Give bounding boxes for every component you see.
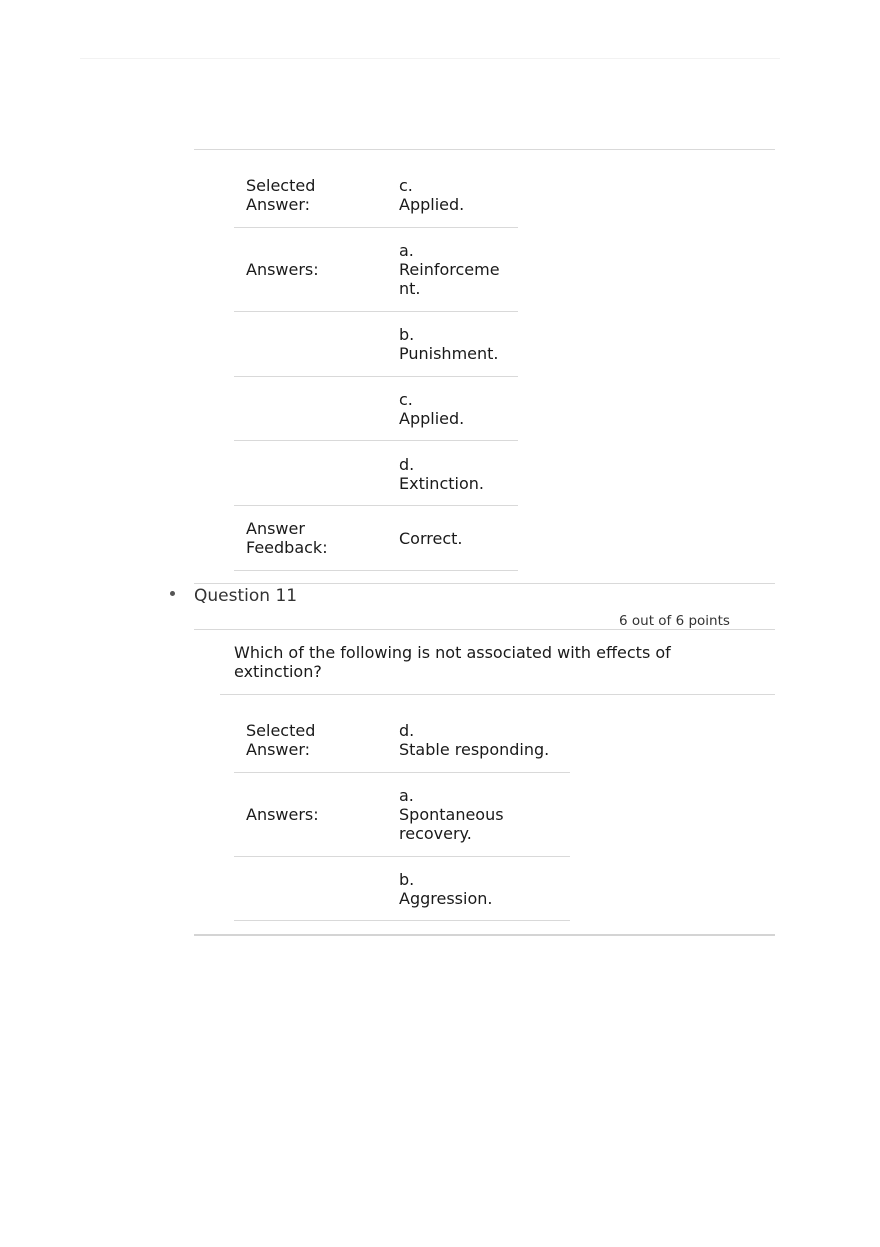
page-top-divider: [80, 58, 780, 59]
q10-feedback-value: Correct.: [399, 529, 463, 548]
question-11-header-divider: [194, 629, 775, 630]
question-11-points: 6 out of 6 points: [619, 613, 730, 629]
q10-answer-b: b. Punishment.: [399, 325, 499, 363]
q11-row-divider: [234, 772, 570, 773]
q10-selected-answer-label: Selected Answer:: [246, 176, 316, 214]
question-11-text: Which of the following is not associated with effects of extinction?: [234, 643, 671, 681]
q10-row-divider: [234, 376, 518, 377]
q10-answers-label: Answers:: [246, 260, 319, 279]
question-10-top-divider: [194, 149, 775, 150]
q10-row-divider: [234, 227, 518, 228]
q11-selected-answer-value: d. Stable responding.: [399, 721, 550, 759]
q10-answer-d: d. Extinction.: [399, 455, 484, 493]
q11-selected-answer-label: Selected Answer:: [246, 721, 316, 759]
question-11-text-divider: [220, 694, 775, 695]
q10-feedback-label: Answer Feedback:: [246, 519, 328, 557]
q11-answer-b: b. Aggression.: [399, 870, 493, 908]
q10-answer-a: a. Reinforceme nt.: [399, 241, 500, 298]
q11-row-divider: [234, 856, 570, 857]
q10-row-divider: [234, 440, 518, 441]
q11-answer-a: a. Spontaneous recovery.: [399, 786, 504, 843]
q10-answer-c: c. Applied.: [399, 390, 465, 428]
q11-row-divider: [234, 920, 570, 921]
question-11-bullet: [170, 591, 175, 596]
q11-answers-label: Answers:: [246, 805, 319, 824]
q10-row-divider: [234, 311, 518, 312]
q10-row-divider: [234, 570, 518, 571]
question-11-title: Question 11: [194, 586, 298, 606]
question-11-bottom-divider: [194, 934, 775, 936]
q10-selected-answer-value: c. Applied.: [399, 176, 465, 214]
question-11-top-divider: [194, 583, 775, 584]
q10-row-divider: [234, 505, 518, 506]
